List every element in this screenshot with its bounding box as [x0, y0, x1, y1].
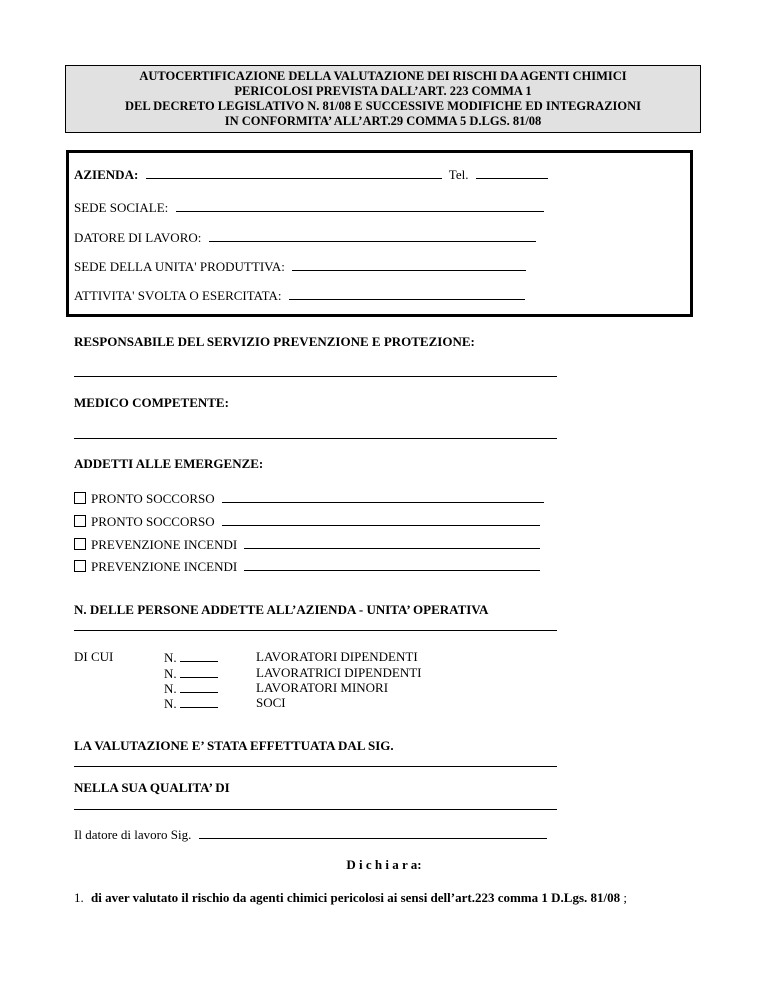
emergency-checkbox[interactable]	[74, 515, 86, 527]
rspp-label: RESPONSABILE DEL SERVIZIO PREVENZIONE E PROTEZIONE:	[74, 334, 475, 349]
di-cui-count	[164, 649, 218, 666]
persone-field[interactable]	[74, 630, 557, 631]
emergency-checkbox[interactable]	[74, 538, 86, 550]
qualita-label: NELLA SUA QUALITA’ DI	[74, 780, 230, 795]
tel-label: Tel.	[448, 167, 469, 182]
n-prefix: N.	[164, 696, 177, 711]
attivita-row	[74, 287, 525, 304]
di-cui-label: DI CUI	[74, 649, 114, 664]
di-cui-item: SOCI	[256, 695, 286, 710]
datore-row	[74, 229, 536, 246]
emergency-checkbox[interactable]	[74, 560, 86, 572]
di-cui-count	[164, 695, 218, 712]
tel-field[interactable]	[476, 166, 548, 179]
emergency-label: PREVENZIONE INCENDI	[91, 559, 238, 574]
azienda-row	[74, 166, 548, 183]
count-field[interactable]	[180, 665, 218, 678]
emergency-field[interactable]	[244, 536, 540, 549]
azienda-field[interactable]	[146, 166, 442, 179]
attivita-field[interactable]	[289, 287, 525, 300]
title-line-2: PERICOLOSI PREVISTA DALL’ART. 223 COMMA 1	[234, 84, 532, 98]
title-line-3: DEL DECRETO LEGISLATIVO N. 81/08 E SUCCESSIVE MODIFICHE ED INTEGRAZIONI	[124, 99, 642, 113]
di-cui-item: LAVORATORI MINORI	[256, 680, 389, 695]
valutazione-field[interactable]	[74, 766, 557, 767]
datore-field[interactable]	[209, 229, 536, 242]
datore-label: DATORE DI LAVORO:	[74, 230, 202, 245]
emergency-label: PRONTO SOCCORSO	[91, 491, 215, 506]
emergency-item	[74, 490, 544, 507]
addetti-label: ADDETTI ALLE EMERGENZE:	[74, 456, 264, 471]
emergency-label: PRONTO SOCCORSO	[91, 514, 215, 529]
n-prefix: N.	[164, 681, 177, 696]
count-field[interactable]	[180, 649, 218, 662]
n-prefix: N.	[164, 666, 177, 681]
n-prefix: N.	[164, 650, 177, 665]
attivita-label: ATTIVITA' SVOLTA O ESERCITATA:	[74, 288, 282, 303]
rspp-field[interactable]	[74, 376, 557, 377]
emergency-checkbox[interactable]	[74, 492, 86, 504]
datore-sig-row	[74, 826, 547, 843]
declaration-item-1	[74, 890, 627, 906]
sede-sociale-label: SEDE SOCIALE:	[74, 200, 169, 215]
medico-label: MEDICO COMPETENTE:	[74, 395, 229, 410]
item-number: 1.	[74, 890, 84, 905]
azienda-label: AZIENDA:	[74, 167, 139, 182]
title-line-1: AUTOCERTIFICAZIONE DELLA VALUTAZIONE DEI RISCHI DA AGENTI CHIMICI	[139, 69, 627, 83]
item-suffix: ;	[623, 890, 627, 905]
dichiara-heading: D i c h i a r a:	[346, 857, 422, 872]
qualita-field[interactable]	[74, 809, 557, 810]
persone-label: N. DELLE PERSONE ADDETTE ALL’AZIENDA - UNITA’ OPERATIVA	[74, 602, 489, 617]
sede-unita-label: SEDE DELLA UNITA' PRODUTTIVA:	[74, 259, 285, 274]
medico-field[interactable]	[74, 438, 557, 439]
document-title-box	[65, 65, 701, 133]
di-cui-item: LAVORATORI DIPENDENTI	[256, 649, 418, 664]
valutazione-label: LA VALUTAZIONE E’ STATA EFFETTUATA DAL SIG.	[74, 738, 394, 753]
sede-sociale-row	[74, 199, 544, 216]
sede-sociale-field[interactable]	[176, 199, 544, 212]
di-cui-item: LAVORATRICI DIPENDENTI	[256, 665, 422, 680]
count-field[interactable]	[180, 695, 218, 708]
datore-sig-field[interactable]	[199, 826, 547, 839]
sede-unita-field[interactable]	[292, 258, 526, 271]
datore-sig-label: Il datore di lavoro Sig.	[74, 827, 192, 842]
emergency-item	[74, 558, 540, 575]
emergency-field[interactable]	[244, 558, 540, 571]
sede-unita-row	[74, 258, 526, 275]
emergency-label: PREVENZIONE INCENDI	[91, 537, 238, 552]
item-text: di aver valutato il rischio da agenti chimici pericolosi ai sensi dell’art.223 comma 1 D.Lgs. 81/08	[91, 890, 621, 905]
emergency-item	[74, 513, 540, 530]
count-field[interactable]	[180, 680, 218, 693]
emergency-field[interactable]	[222, 490, 544, 503]
emergency-item	[74, 536, 540, 553]
title-line-4: IN CONFORMITA’ ALL’ART.29 COMMA 5 D.LGS. 81/08	[224, 114, 542, 128]
emergency-field[interactable]	[222, 513, 540, 526]
